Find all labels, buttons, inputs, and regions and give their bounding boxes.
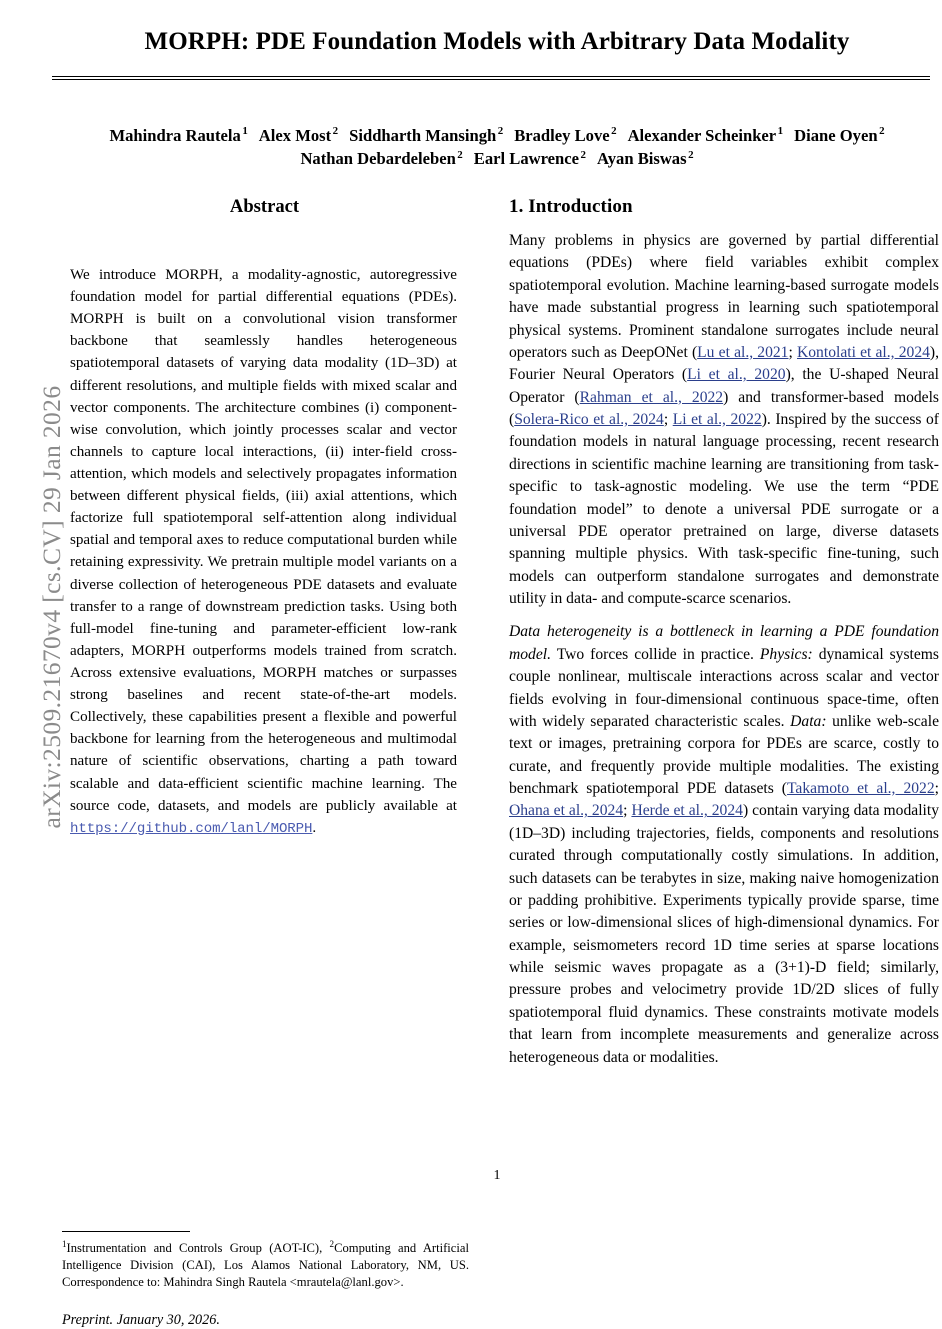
intro-p1-seg5: ) and transformer-based models ( — [509, 388, 940, 428]
footnote-rule — [62, 1231, 190, 1232]
citation-herde-2024[interactable]: Herde et al., 2024 — [631, 802, 743, 820]
author-name: Diane Oyen — [794, 125, 878, 145]
footnote-marker-2: 2 — [329, 1239, 335, 1249]
author-affiliation-marker: 2 — [580, 148, 586, 161]
author-entry — [109, 126, 247, 145]
github-repo-link[interactable]: https://github.com/lanl/MORPH — [70, 820, 313, 837]
author-entry — [259, 126, 338, 145]
author-affiliation-marker: 2 — [611, 125, 617, 138]
author-entry — [300, 149, 462, 168]
author-name: Earl Lawrence — [473, 149, 579, 169]
author-name: Alex Most — [258, 125, 332, 145]
citation-kontolati-2024[interactable]: Kontolati et al., 2024 — [797, 343, 930, 361]
abstract-text — [70, 264, 457, 839]
author-line-2 — [56, 147, 938, 171]
author-name: Mahindra Rautela — [109, 125, 241, 145]
author-affiliation-marker: 2 — [457, 148, 463, 161]
intro-p1-seg6: ; — [663, 411, 673, 428]
footnote-segment-1: Instrumentation and Controls Group (AOT-IC), — [66, 1241, 330, 1256]
abstract-heading: Abstract — [229, 196, 300, 217]
abstract-trailing-period: . — [312, 819, 317, 836]
author-entry — [349, 126, 503, 145]
author-entry — [514, 126, 616, 145]
intro-p2-seg6: ) contain varying data modality (1D–3D) including trajectories, fields, components and resolutions curated through computationally costly simulations. In addition, such datasets can be terabytes in size, making naive homogenization or padding prohibitive. Experiments typically provide sparse, time series or low-dimensional slices of high-dimensional dynamics. For example, seismometers record 1D time series at sparse locations while seismic waves propagate as a (3+1)-D field; similarly, pressure probes and velocimetry provide 1D/2D slices of fully spatiotemporal fluid dynamics. These constraints motivate models that learn from incomplete measurements and generalize across heterogeneous data or modalities. — [509, 802, 939, 1066]
author-entry — [597, 149, 694, 168]
intro-p1-seg2: ; — [788, 343, 797, 361]
author-affiliation-marker: 1 — [777, 125, 784, 138]
intro-p1-seg7: ). Inspired by the success of foundation models in natural language processing, recent research directions in scientific machine learning are transitioning from task-specific to task-agnostic modeling. We use the term “PDE foundation model” to denote a universal PDE surrogate or a universal PDE operator pretrained on large, diverse datasets spanning multiple physics. With task-specific fine-tuning, such models can outperform standalone surrogates and demonstrate utility in data- and compute-scarce scenarios. — [509, 411, 939, 607]
author-list — [52, 124, 942, 171]
paper-page — [52, 0, 942, 1329]
author-line-1 — [56, 124, 938, 148]
intro-p2-seg1: Two forces collide in practice. — [551, 645, 760, 663]
author-affiliation-marker: 1 — [242, 125, 248, 138]
citation-rahman-2022[interactable]: Rahman et al., 2022 — [579, 388, 724, 406]
author-entry — [474, 149, 586, 168]
intro-p2-seg3: unlike web-scale text or images, pretraining corpora for PDEs are scarce, costly to curate, and frequently provide multiple modalities. The existing benchmark spatiotemporal PDE datasets ( — [509, 712, 939, 797]
introduction-heading: 1. Introduction — [509, 196, 633, 217]
left-column — [52, 196, 477, 1329]
intro-p2-seg2: dynamical systems couple nonlinear, multiscale interactions across scalar and vector fields evolving in four-dimensional continuous space-time, often with widely separated characteristic scales. — [509, 645, 939, 730]
author-name: Siddharth Mansingh — [349, 125, 497, 145]
citation-lu-2021[interactable]: Lu et al., 2021 — [697, 343, 789, 361]
author-name: Nathan Debardeleben — [300, 149, 456, 169]
intro-p2-italic-data: Data: — [790, 712, 827, 730]
intro-p2-seg4: ; — [934, 780, 939, 797]
footnote-block — [52, 1231, 477, 1329]
author-entry — [628, 126, 784, 145]
page-title: MORPH: PDE Foundation Models with Arbitrary Data Modality — [144, 28, 850, 55]
citation-li-2022[interactable]: Li et al., 2022 — [672, 411, 762, 428]
arxiv-identifier-stamp: arXiv:2509.21670v4 [cs.CV] 29 Jan 2026 — [37, 385, 66, 829]
author-name: Alexander Scheinker — [627, 125, 777, 145]
intro-p2-lead-italic: Data heterogeneity is a bottleneck in learning a PDE foundation model. — [509, 623, 939, 663]
author-affiliation-marker: 2 — [332, 125, 339, 138]
page-number: 1 — [493, 1168, 501, 1183]
citation-ohana-2024[interactable]: Ohana et al., 2024 — [509, 802, 624, 820]
intro-p1-seg3: ), Fourier Neural Operators ( — [509, 343, 940, 384]
two-column-body — [52, 196, 942, 1329]
introduction-paragraph-2 — [509, 621, 939, 1069]
affiliation-footnote — [62, 1238, 469, 1290]
citation-solera-rico-2024[interactable]: Solera-Rico et al., 2024 — [514, 411, 664, 428]
footnote-marker-1: 1 — [62, 1239, 67, 1249]
author-affiliation-marker: 2 — [879, 125, 885, 138]
author-affiliation-marker: 2 — [497, 125, 504, 138]
title-divider-rule — [52, 76, 930, 79]
preprint-notice: Preprint. January 30, 2026. — [62, 1312, 220, 1329]
intro-p1-seg1: Many problems in physics are governed by partial differential equations (PDEs) where field variables exhibit complex spatiotemporal evolution. Machine learning-based surrogate models have made substantial progress in learning such spatiotemporal physical systems. Prominent standalone surrogates include neural operators such as DeepONet ( — [509, 232, 939, 361]
author-name: Bradley Love — [514, 125, 610, 145]
footnote-segment-2: Computing and Artificial Intelligence Division (CAI), Los Alamos National Laboratory, NM, US. Correspondence to: Mahindra Singh Rautela <mrautela@lanl.gov>. — [62, 1241, 469, 1289]
abstract-body-text: We introduce MORPH, a modality-agnostic, autoregressive foundation model for partial differential equations (PDEs). MORPH is built on a convolutional vision transformer backbone that seamlessly handles heterogeneous spatiotemporal datasets of varying data modality (1D–3D) at different resolutions, and multiple fields with mixed scalar and vector components. The architecture combines (i) component-wise convolution, which jointly processes scalar and vector channels to capture local interactions, (ii) inter-field cross-attention, which models and selectively propagates information between different physical fields, (iii) axial attentions, which factorize full spatiotemporal self-attention along individual spatial and temporal axes to reduce computational burden while retaining expressivity. We pretrain multiple model variants on a diverse collection of heterogeneous PDE datasets and evaluate transfer to a range of downstream prediction tasks. Using both full-model fine-tuning and parameter-efficient low-rank adapters, MORPH outperforms models trained from scratch. Across extensive evaluations, MORPH matches or surpasses strong baselines and recent state-of-the-art models. Collectively, these capabilities present a flexible and powerful backbone for learning from the heterogeneous and multimodal nature of scientific observations, charting a path toward scalable and data-efficient scientific machine learning. The source code, datasets, and models are publicly available at — [70, 267, 457, 814]
citation-li-2020[interactable]: Li et al., 2020 — [687, 366, 786, 384]
author-affiliation-marker: 2 — [688, 148, 694, 161]
intro-p1-seg4: ), the U-shaped Neural Operator ( — [509, 366, 939, 406]
intro-p2-seg5: ; — [623, 802, 632, 820]
intro-p2-italic-physics: Physics: — [759, 645, 813, 663]
author-name: Ayan Biswas — [596, 149, 687, 169]
author-entry — [794, 126, 884, 145]
right-column — [509, 196, 939, 1079]
citation-takamoto-2022[interactable]: Takamoto et al., 2022 — [787, 780, 935, 797]
introduction-paragraph-1 — [509, 230, 939, 610]
